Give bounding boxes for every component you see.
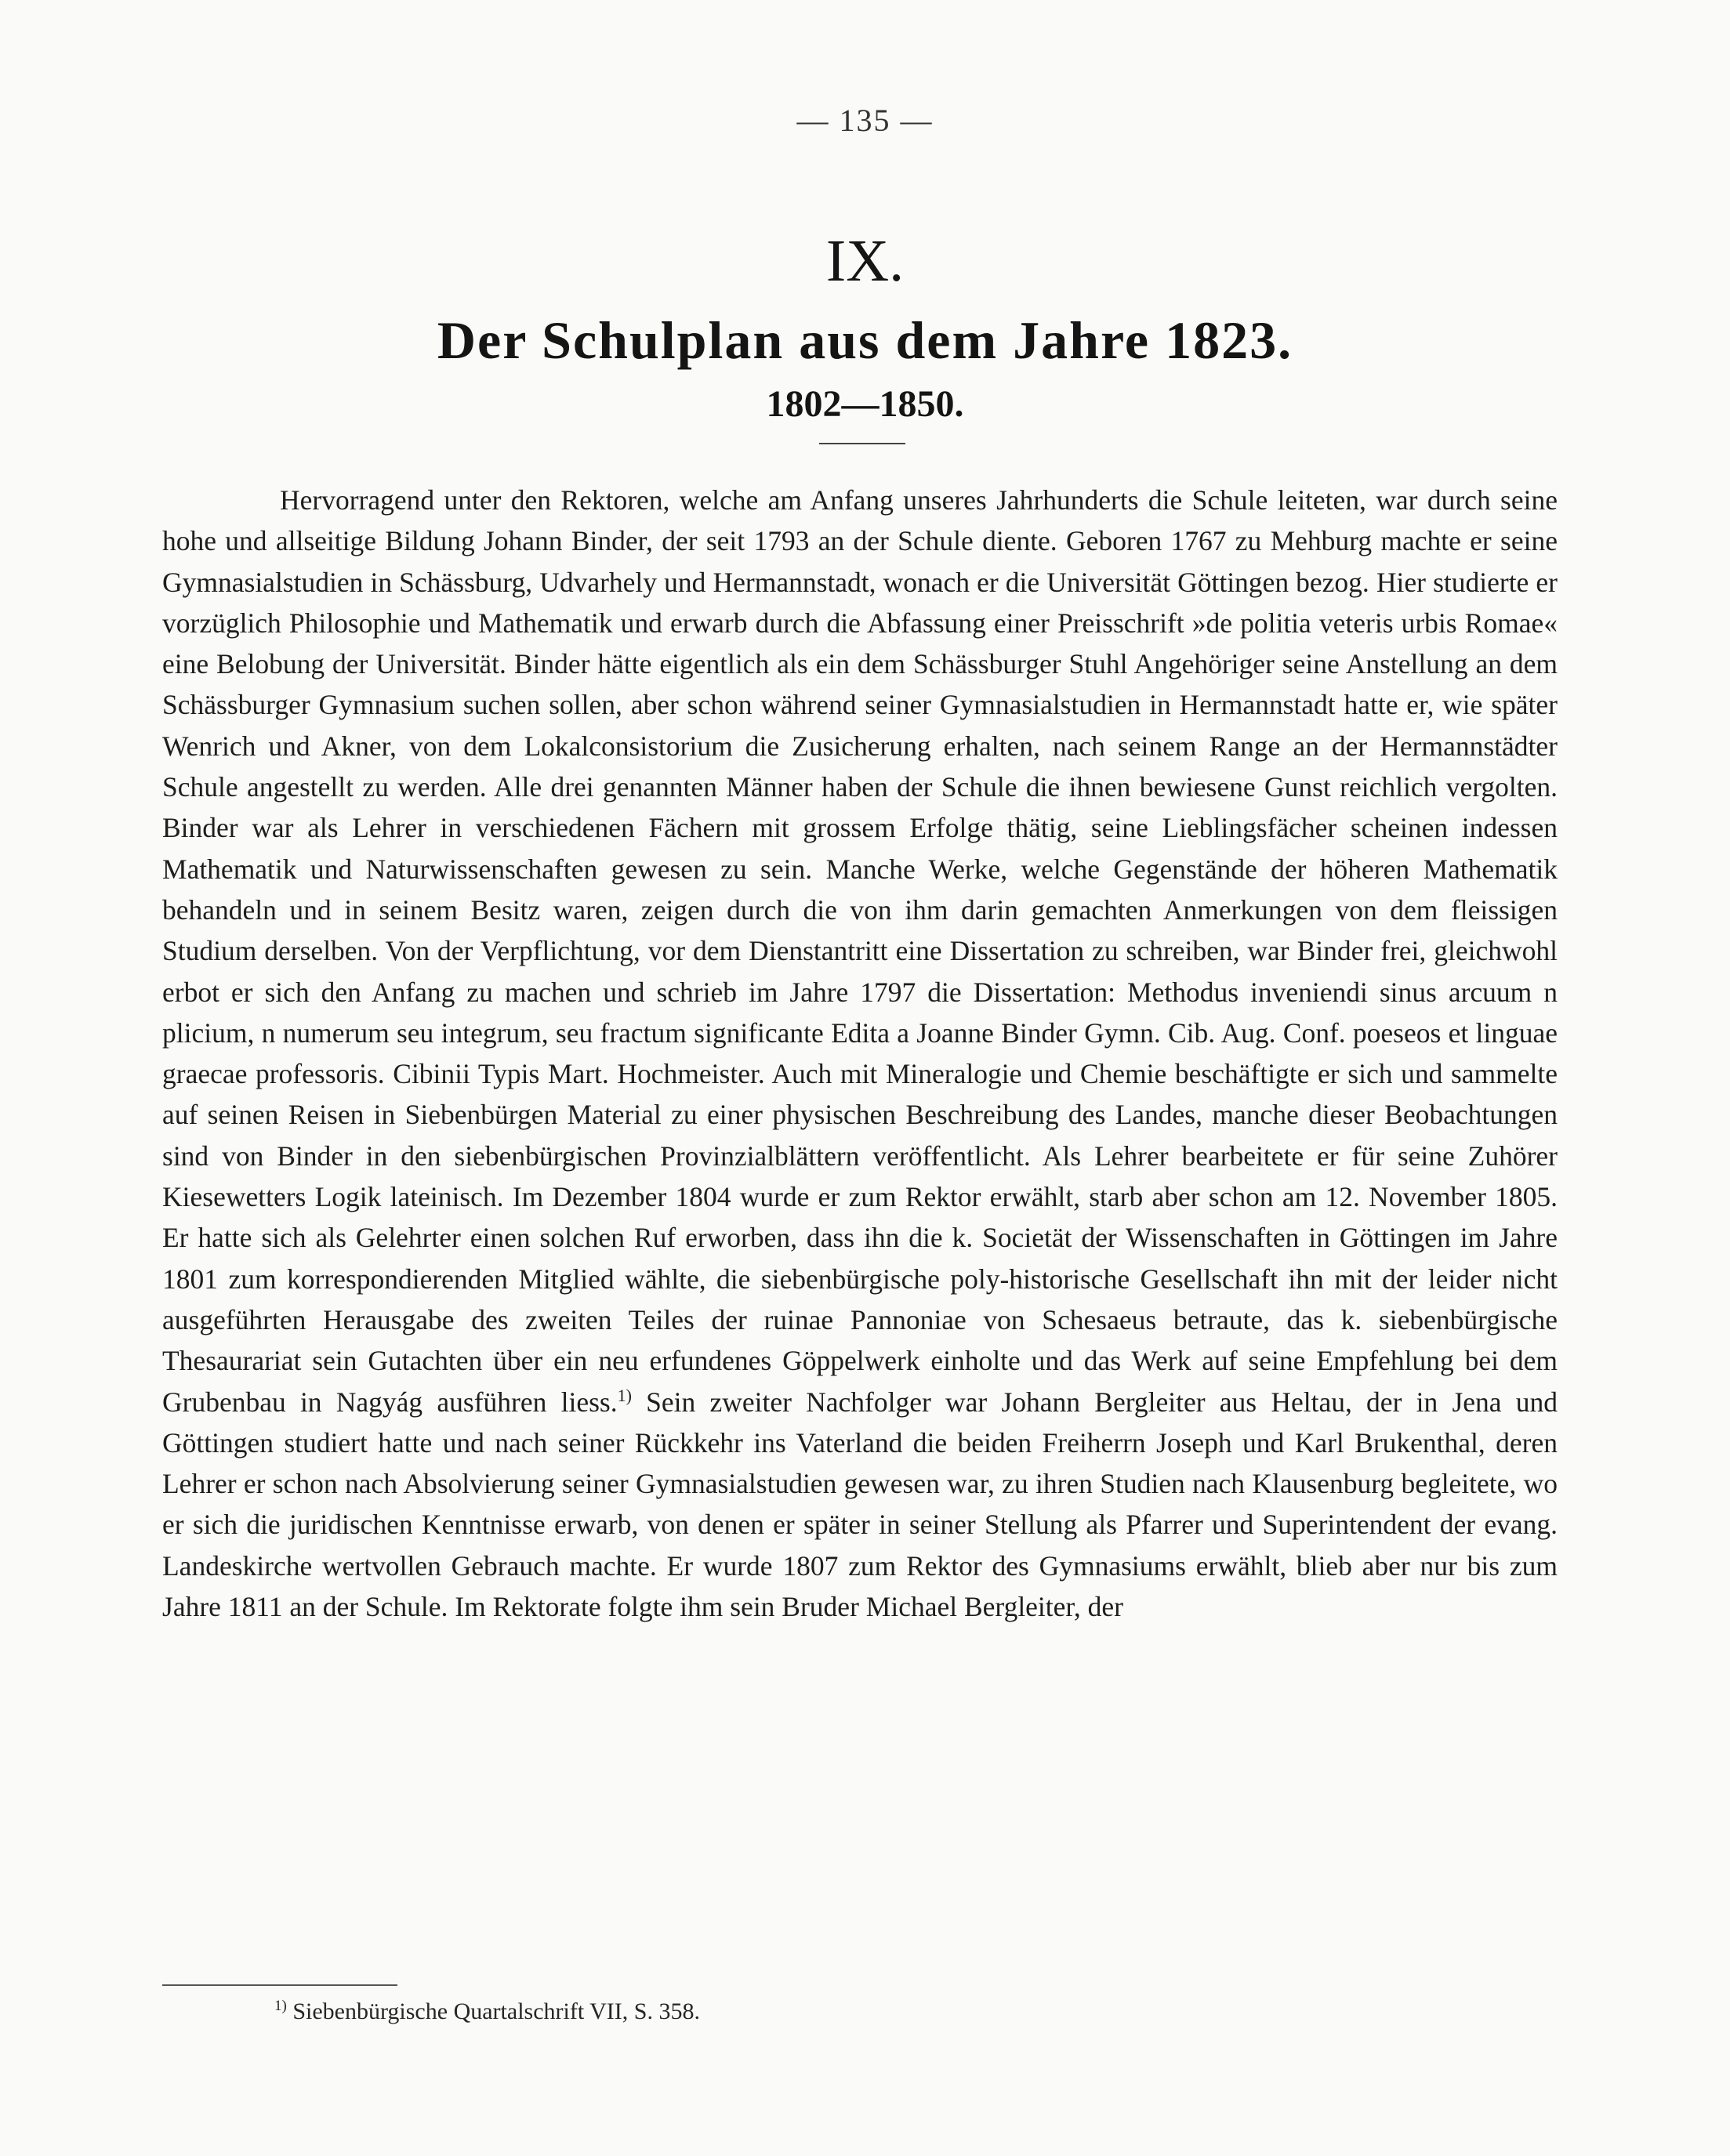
footnote-marker: 1) — [274, 1998, 287, 2014]
footnote — [274, 1998, 700, 2025]
chapter-title: Der Schulplan aus dem Jahre 1823. — [437, 310, 1293, 370]
page-number: — 135 — — [796, 103, 934, 138]
chapter-numeral: IX. — [825, 228, 905, 294]
body-text-part-2: Sein zweiter Nachfolger war Johann Bergleiter aus Heltau, der in Jena und Göttingen studiert hatte und nach seiner Rückkehr ins Vaterland die beiden Freiherrn Joseph und Karl Brukenthal, deren Lehrer er schon nach Absolvierung seiner Gymnasialstudien gewesen war, zu ihren Studien nach Klausenburg begleitete, wo er sich die juridischen Kenntnisse erwarb, von denen er später in seiner Stellung als Pfarrer und Superintendent der evang. Landeskirche wertvollen Gebrauch machte. Er wurde 1807 zum Rektor des Gymnasiums erwählt, blieb aber nur bis zum Jahre 1811 an der Schule. Im Rektorate folgte ihm sein Bruder Michael Bergleiter, der — [162, 1386, 1558, 1623]
body-text-part-1: Hervorragend unter den Rektoren, welche am Anfang unseres Jahrhunderts die Schule leiteten, war durch seine hohe und allseitige Bildung Johann Binder, der seit 1793 an der Schule diente. Geboren 1767 zu Mehburg machte er seine Gymnasialstudien in Schässburg, Udvarhely und Hermannstadt, wonach er die Universität Göttingen bezog. Hier studierte er vorzüglich Philosophie und Mathematik und erwarb durch die Abfassung einer Preisschrift »de politia veteris urbis Romae« eine Belobung der Universität. Binder hätte eigentlich als ein dem Schässburger Stuhl Angehöriger seine Anstellung an dem Schässburger Gymnasium suchen sollen, aber schon während seiner Gymnasialstudien in Hermannstadt hatte er, wie später Wenrich und Akner, von dem Lokalconsistorium die Zusicherung erhalten, nach seinem Range an der Hermannstädter Schule angestellt zu werden. Alle drei genannten Männer haben der Schule die ihnen bewiesene Gunst reichlich vergolten. Binder war als Lehrer in verschiedenen Fächern mit grossem Erfolge thätig, seine Lieblingsfächer scheinen indessen Mathematik und Naturwissenschaften gewesen zu sein. Manche Werke, welche Gegenstände der höheren Mathematik behandeln und in seinem Besitz waren, zeigen durch die von ihm darin gemachten Anmerkungen von dem fleissigen Studium derselben. Von der Verpflichtung, vor dem Dienstantritt eine Dissertation zu schreiben, war Binder frei, gleichwohl erbot er sich den Anfang zu machen und schrieb im Jahre 1797 die Dissertation: Methodus inveniendi sinus arcuum n plicium, n numerum seu integrum, seu fractum significante Edita a Joanne Binder Gymn. Cib. Aug. Conf. poeseos et linguae graecae professoris. Cibinii Typis Mart. Hochmeister. Auch mit Mineralogie und Chemie beschäftigte er sich und sammelte auf seinen Reisen in Siebenbürgen Material zu einer physischen Beschreibung des Landes, manche dieser Beobachtungen sind von Binder in den siebenbürgischen Provinzialblättern veröffentlicht. Als Lehrer bearbeitete er für seine Zuhörer Kiesewetters Logik lateinisch. Im Dezember 1804 wurde er zum Rektor erwählt, starb aber schon am 12. November 1805. Er hatte sich als Gelehrter einen solchen Ruf erworben, dass ihn die k. Societät der Wissenschaften in Göttingen im Jahre 1801 zum korrespondierenden Mitglied wählte, die siebenbürgische poly-historische Gesellschaft ihn mit der leider nicht ausgeführten Herausgabe des zweiten Teiles der ruinae Pannoniae von Schesaeus betraute, das k. siebenbürgische Thesaurariat sein Gutachten über ein neu erfundenes Göppelwerk einholte und das Werk auf seine Empfehlung bei dem Grubenbau in Nagyág ausführen liess. — [162, 484, 1558, 1418]
footnote-reference[interactable]: 1) — [617, 1385, 632, 1405]
footnote-divider — [162, 1984, 397, 1986]
chapter-years: 1802—1850. — [766, 383, 964, 425]
body-paragraph — [162, 480, 1558, 1627]
title-divider — [819, 443, 905, 444]
footnote-text: Siebenbürgische Quartalschrift VII, S. 358. — [286, 1998, 700, 2024]
